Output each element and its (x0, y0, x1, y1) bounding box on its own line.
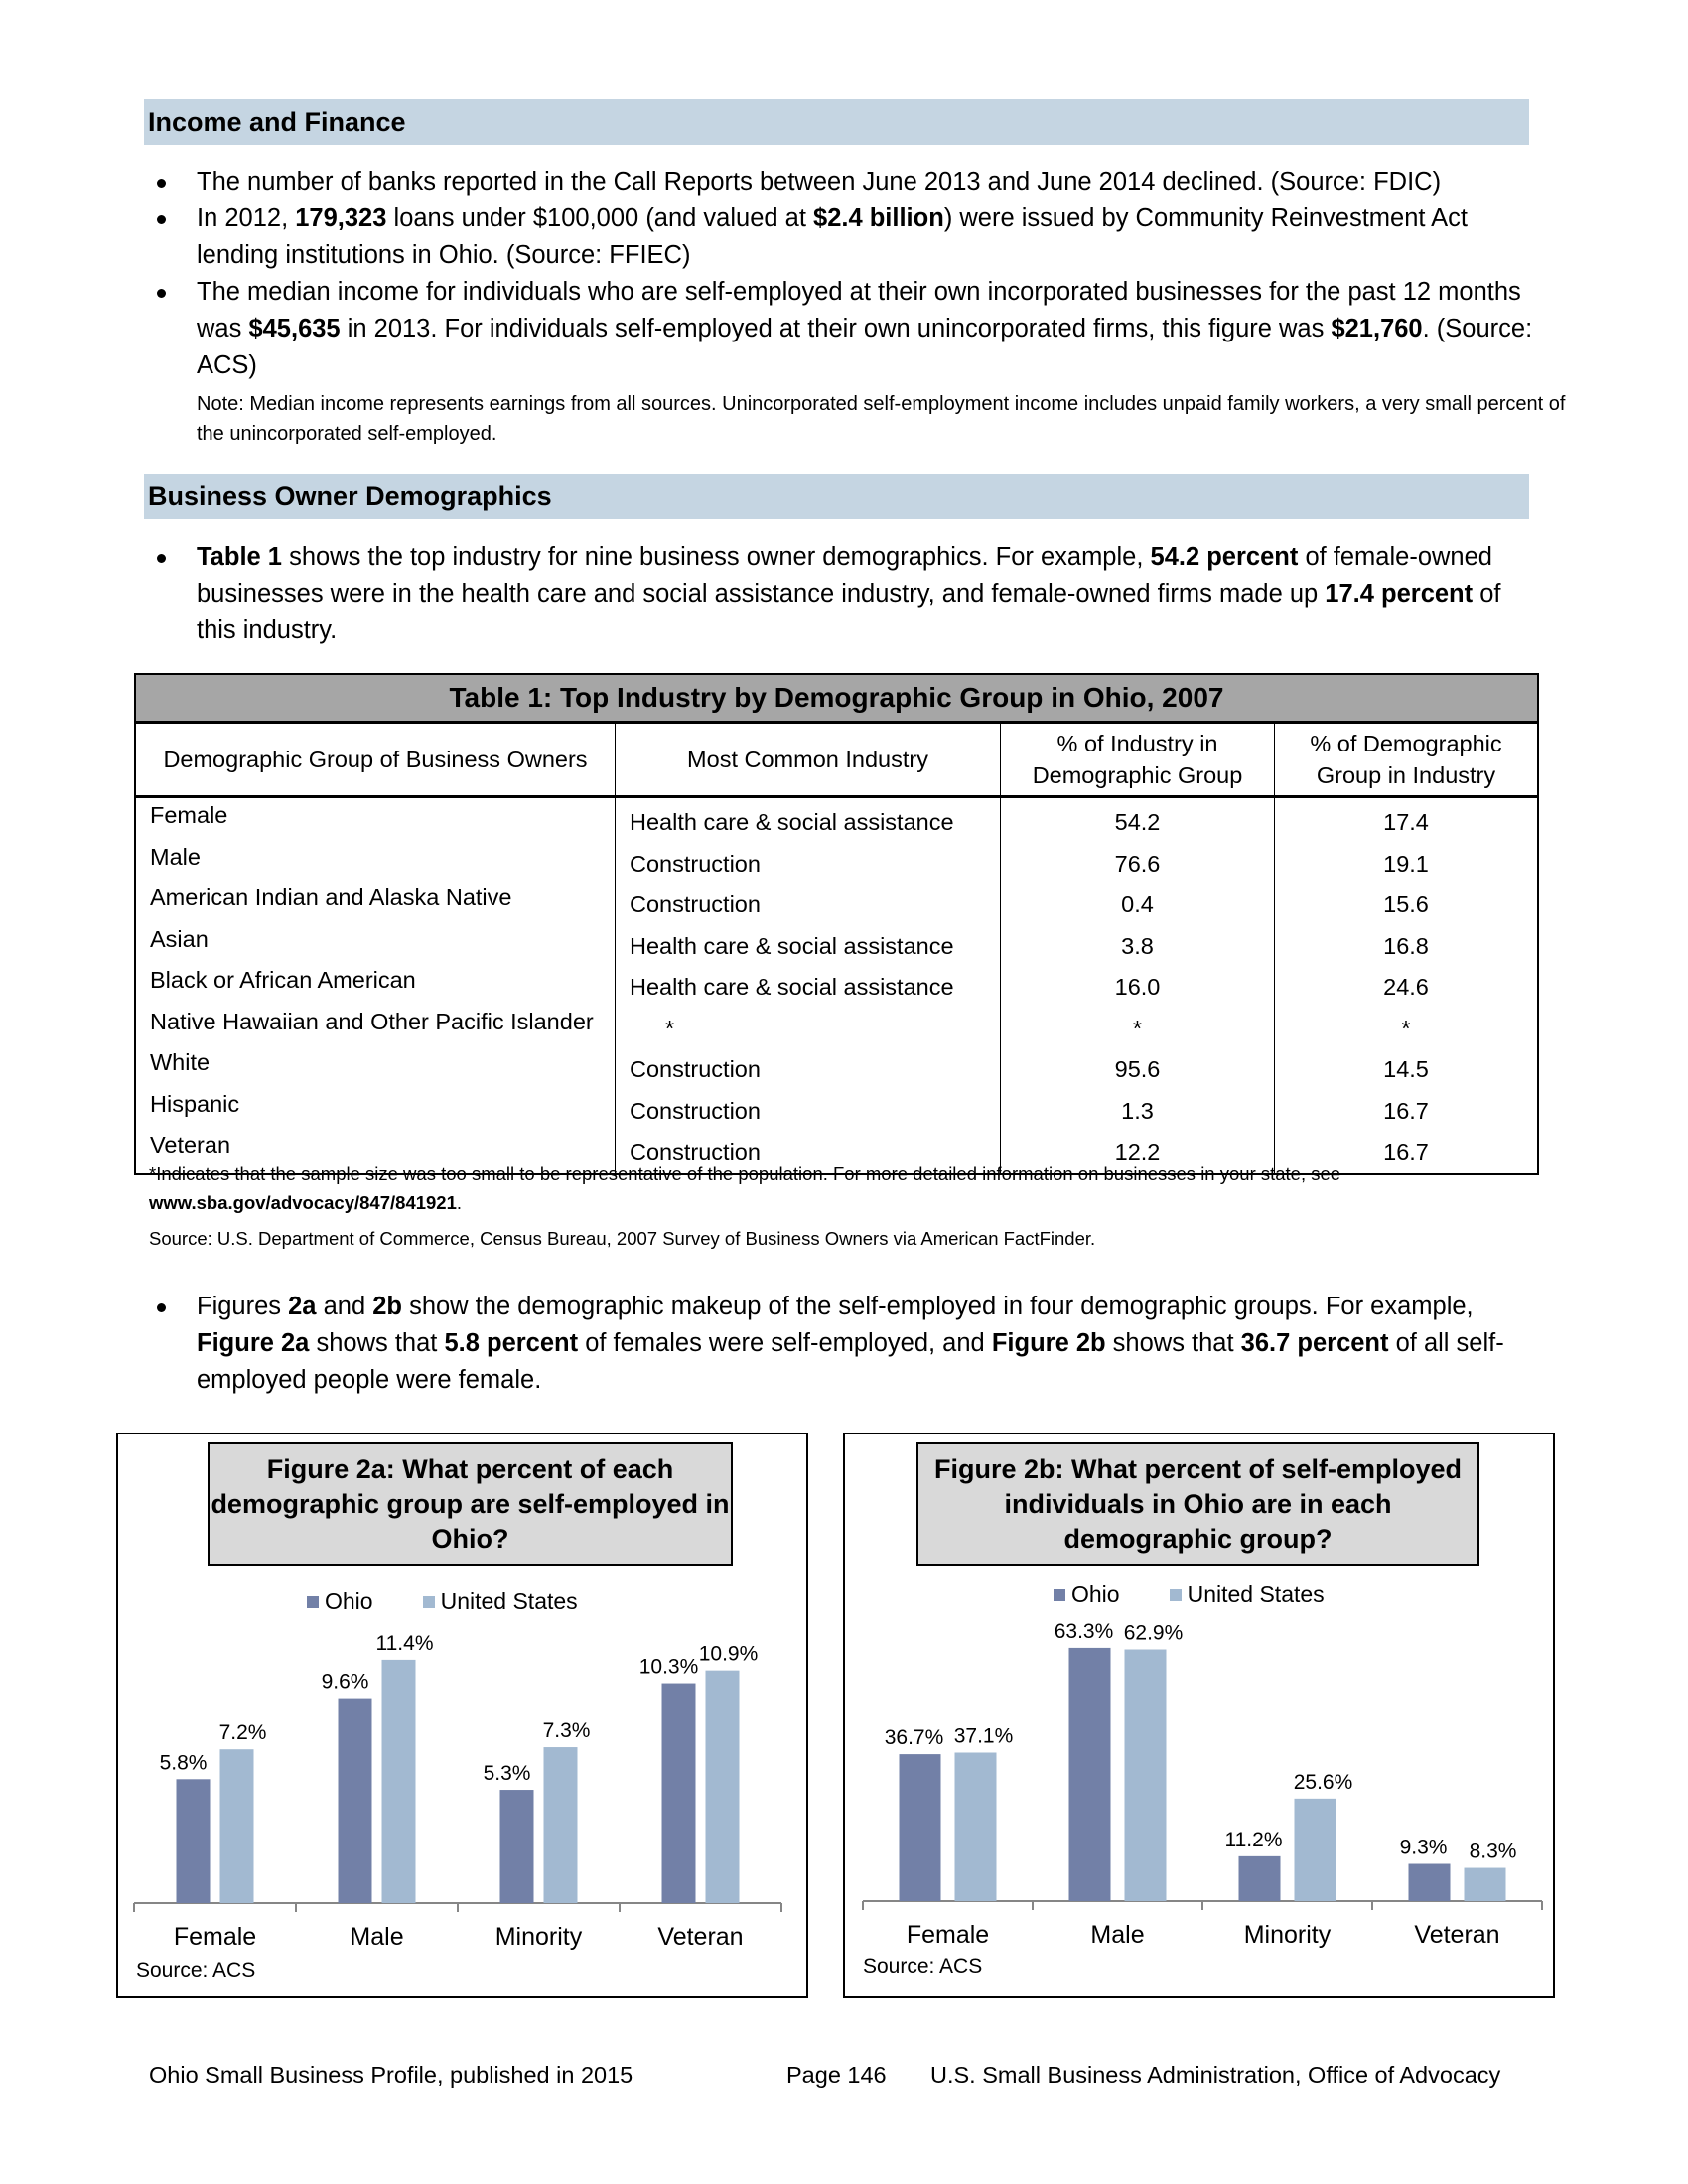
bar-ohio-female (900, 1754, 941, 1901)
bar-ohio-male (1069, 1648, 1111, 1901)
income-bullet-list (151, 164, 1536, 384)
bar-ohio-veteran (662, 1684, 696, 1903)
cell-group: Asian (135, 926, 616, 968)
figures-bullet-list (151, 1289, 1536, 1399)
data-label: 36.7% (884, 1726, 944, 1750)
figure-2a-plot (118, 1434, 810, 2000)
bar-us-male (382, 1660, 416, 1903)
table-row (135, 844, 1538, 886)
bar-ohio-minority (500, 1790, 534, 1903)
data-label: 7.3% (542, 1719, 591, 1743)
table-row (135, 1009, 1538, 1050)
legend-label-ohio: Ohio (1071, 1581, 1120, 1607)
col-header-industry: Most Common Industry (616, 723, 1001, 797)
cell-pct-industry: * (1001, 1009, 1275, 1050)
legend-label-us: United States (440, 1588, 578, 1614)
figure-2a-title: Figure 2a: What percent of each demographic group are self-employed in Ohio? (208, 1442, 733, 1566)
table-row (135, 1049, 1538, 1091)
cell-pct-group: 14.5 (1275, 1049, 1539, 1091)
cell-pct-industry: 76.6 (1001, 844, 1275, 886)
cell-pct-group: 16.7 (1275, 1091, 1539, 1133)
cell-group: Veteran (135, 1132, 616, 1174)
cell-industry: Construction (616, 844, 1001, 886)
cell-pct-industry: 95.6 (1001, 1049, 1275, 1091)
data-label: 9.6% (321, 1670, 369, 1694)
cell-industry: Construction (616, 885, 1001, 926)
cell-industry: Health care & social assistance (616, 926, 1001, 968)
bullet-item: Figures 2a and 2b show the demographic makeup of the self-employed in four demographic groups. For example, Figure 2a shows that 5.8 percent of females were self-employed, and Figure 2b shows that 36.7 percent of all self-employed people were female. (151, 1289, 1536, 1399)
legend-label-ohio: Ohio (325, 1588, 373, 1614)
bullet-item: The median income for individuals who are self-employed at their own incorporated businesses for the past 12 months was $45,635 in 2013. For individuals self-employed at their own unincorporated firms, this figure was $21,760. (Source: ACS) (151, 274, 1536, 384)
cell-group: American Indian and Alaska Native (135, 885, 616, 926)
bullet-item: In 2012, 179,323 loans under $100,000 (and valued at $2.4 billion) were issued by Community Reinvestment Act lending institutions in Ohio. (Source: FFIEC) (151, 201, 1536, 274)
cell-industry: Construction (616, 1132, 1001, 1174)
data-label: 63.3% (1054, 1619, 1114, 1643)
cell-group: Black or African American (135, 967, 616, 1009)
cell-group: Male (135, 844, 616, 886)
bar-us-male (1125, 1650, 1167, 1901)
cell-industry: * (616, 1009, 1001, 1050)
table-row (135, 797, 1538, 844)
figure-2b-title: Figure 2b: What percent of self-employed individuals in Ohio are in each demographic group? (916, 1442, 1479, 1566)
figure-2b (843, 1433, 1555, 1998)
legend-label-us: United States (1187, 1581, 1325, 1607)
data-label: 5.3% (483, 1762, 531, 1786)
cell-pct-group: 24.6 (1275, 967, 1539, 1009)
cell-industry: Construction (616, 1049, 1001, 1091)
x-tick-label: Male (1090, 1921, 1145, 1949)
data-label: 9.3% (1399, 1836, 1448, 1859)
cell-pct-group: 16.8 (1275, 926, 1539, 968)
cell-pct-industry: 0.4 (1001, 885, 1275, 926)
demographics-bullet-list (151, 539, 1536, 649)
data-label: 37.1% (953, 1724, 1014, 1748)
bar-us-female (955, 1752, 997, 1901)
cell-pct-group: 16.7 (1275, 1132, 1539, 1174)
table-row (135, 1091, 1538, 1133)
bar-ohio-male (339, 1699, 372, 1903)
figure-2b-plot (845, 1434, 1557, 2000)
cell-pct-group: 17.4 (1275, 797, 1539, 844)
x-tick-label: Female (906, 1921, 990, 1949)
footer-publication: Ohio Small Business Profile, published in 2015 (149, 2062, 633, 2088)
bar-us-minority (544, 1747, 578, 1903)
table-title: Table 1: Top Industry by Demographic Group in Ohio, 2007 (135, 674, 1538, 723)
col-header-group: Demographic Group of Business Owners (135, 723, 616, 797)
x-tick-label: Male (350, 1923, 404, 1951)
data-label: 11.4% (375, 1631, 434, 1655)
data-label: 8.3% (1469, 1840, 1517, 1863)
table-source: Source: U.S. Department of Commerce, Census Bureau, 2007 Survey of Business Owners via American FactFinder. (149, 1228, 1096, 1249)
data-label: 10.3% (638, 1655, 699, 1679)
cell-group: Native Hawaiian and Other Pacific Islander (135, 1009, 616, 1050)
figure-2a-source: Source: ACS (136, 1959, 256, 1981)
cell-group: Female (135, 797, 616, 844)
col-header-pct-industry: % of Industry in Demographic Group (1001, 723, 1275, 797)
data-label: 10.9% (698, 1642, 759, 1666)
bar-us-female (220, 1749, 254, 1903)
bullet-item: The number of banks reported in the Call Reports between June 2013 and June 2014 declined. (Source: FDIC) (151, 164, 1536, 201)
bar-ohio-veteran (1409, 1864, 1451, 1901)
bullet-item: Table 1 shows the top industry for nine business owner demographics. For example, 54.2 percent of female-owned businesses were in the health care and social assistance industry, and female-owned firms made up 17.4 percent of this industry. (151, 539, 1536, 649)
data-label: 11.2% (1224, 1828, 1283, 1851)
footer-page-number: Page 146 (786, 2062, 887, 2088)
cell-pct-group: 15.6 (1275, 885, 1539, 926)
cell-pct-industry: 1.3 (1001, 1091, 1275, 1133)
table-row (135, 926, 1538, 968)
bar-us-veteran (1465, 1868, 1506, 1901)
cell-group: White (135, 1049, 616, 1091)
cell-pct-industry: 3.8 (1001, 926, 1275, 968)
table-body (135, 797, 1538, 1174)
figure-2a (116, 1433, 808, 1998)
table-1 (134, 673, 1539, 1175)
data-label: 5.8% (159, 1751, 208, 1775)
section-header-income: Income and Finance (144, 99, 1529, 145)
bar-ohio-minority (1239, 1856, 1281, 1901)
col-header-pct-group: % of Demographic Group in Industry (1275, 723, 1539, 797)
bar-us-veteran (706, 1671, 740, 1903)
data-label: 62.9% (1123, 1621, 1184, 1645)
table-footnote: *Indicates that the sample size was too small to be representative of the population. For more detailed information on businesses in your state, see www.sba.gov/advocacy/847/841921. (149, 1163, 1341, 1213)
footer-agency: U.S. Small Business Administration, Office of Advocacy (930, 2062, 1501, 2088)
cell-industry: Health care & social assistance (616, 967, 1001, 1009)
data-label: 7.2% (218, 1721, 267, 1745)
cell-group: Hispanic (135, 1091, 616, 1133)
cell-pct-group: * (1275, 1009, 1539, 1050)
figure-2b-source: Source: ACS (863, 1955, 983, 1978)
cell-industry: Health care & social assistance (616, 797, 1001, 844)
cell-pct-industry: 16.0 (1001, 967, 1275, 1009)
cell-pct-industry: 12.2 (1001, 1132, 1275, 1174)
data-label: 25.6% (1293, 1770, 1353, 1794)
bar-us-minority (1295, 1799, 1336, 1901)
x-tick-label: Minority (494, 1923, 583, 1951)
table-row (135, 885, 1538, 926)
section-header-demographics: Business Owner Demographics (144, 474, 1529, 519)
footnote-link[interactable]: www.sba.gov/advocacy/847/841921 (149, 1192, 457, 1213)
table-row (135, 967, 1538, 1009)
income-note: Note: Median income represents earnings from all sources. Unincorporated self-employment income includes unpaid family workers, a very small percent of the unincorporated self-employed. (197, 393, 1566, 445)
cell-pct-industry: 54.2 (1001, 797, 1275, 844)
x-tick-label: Veteran (657, 1923, 744, 1951)
x-tick-label: Veteran (1414, 1921, 1500, 1949)
x-tick-label: Minority (1243, 1921, 1332, 1949)
cell-industry: Construction (616, 1091, 1001, 1133)
bar-ohio-female (177, 1779, 211, 1903)
x-tick-label: Female (173, 1923, 257, 1951)
footnote-text: *Indicates that the sample size was too small to be representative of the population. For more detailed information on businesses in your state, see (149, 1163, 1341, 1184)
cell-pct-group: 19.1 (1275, 844, 1539, 886)
